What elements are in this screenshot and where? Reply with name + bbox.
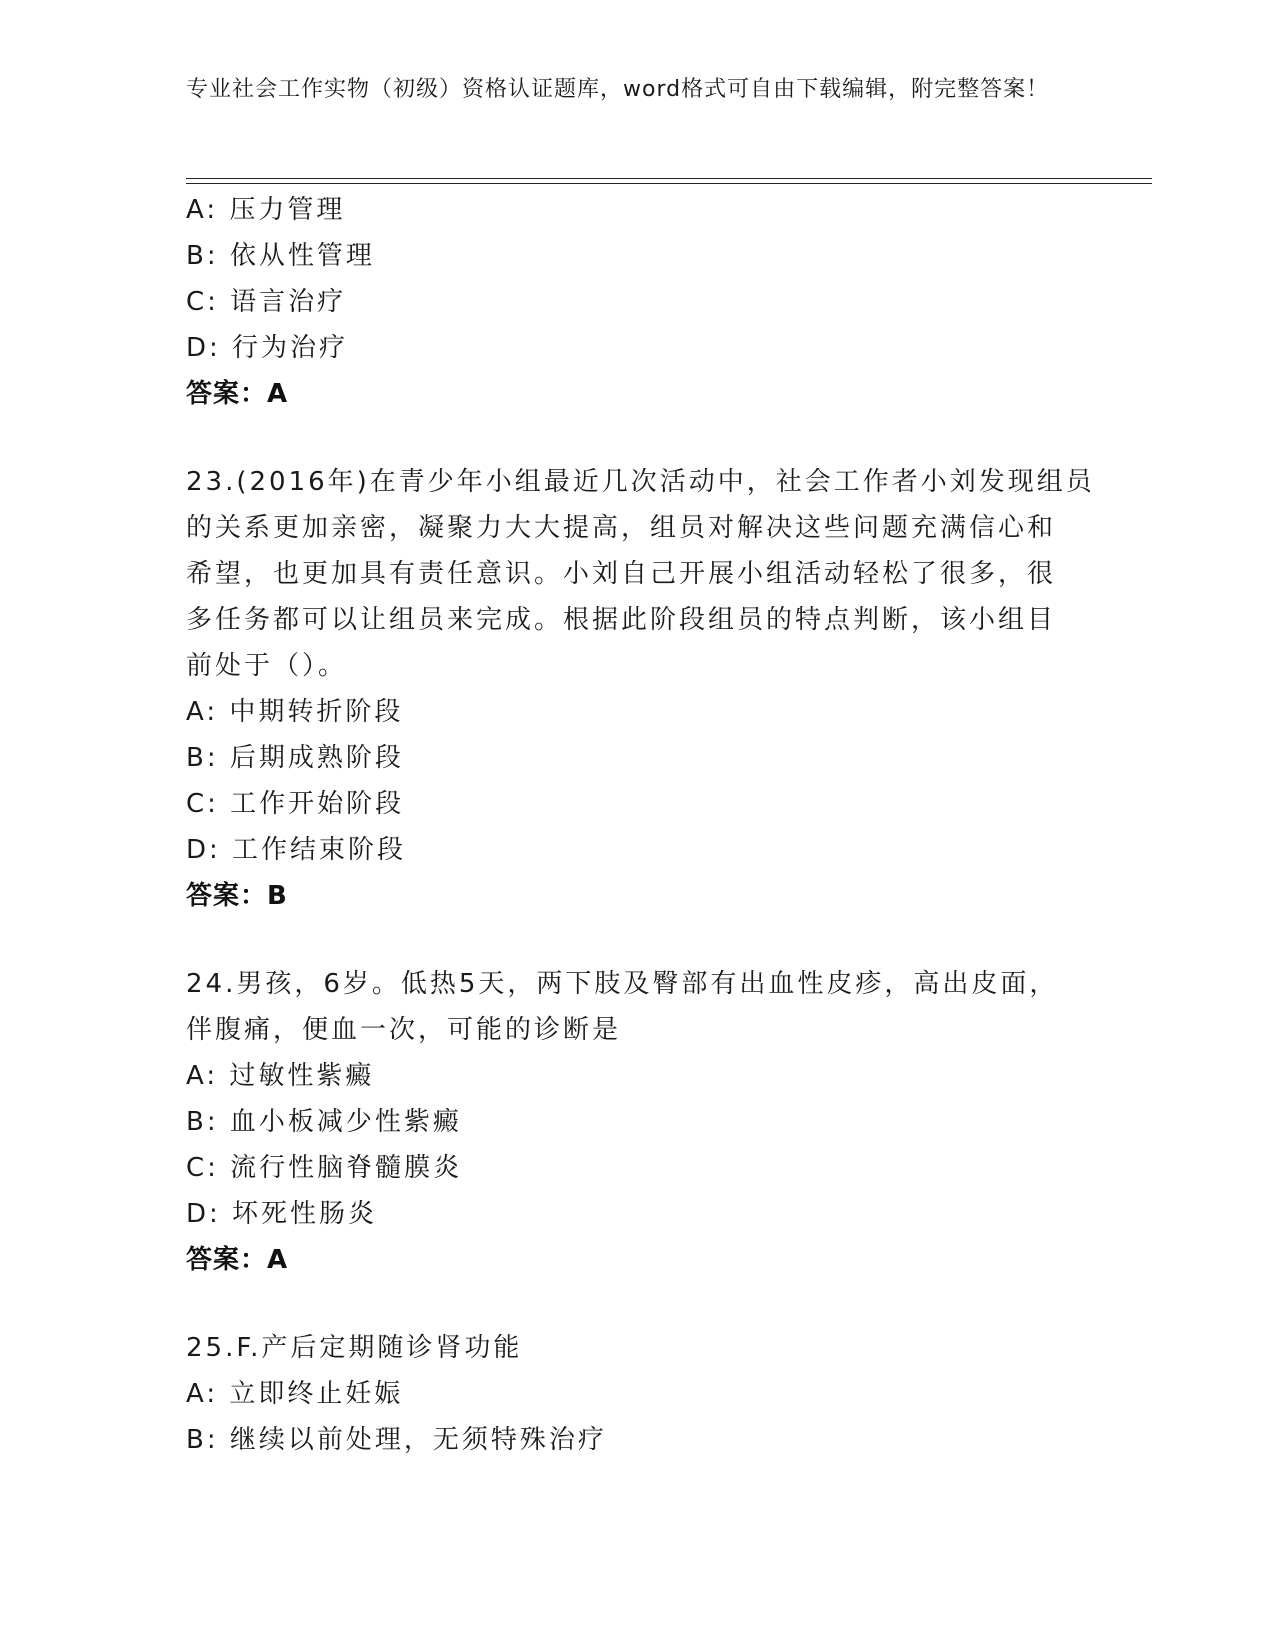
question-content	[186, 187, 1095, 1463]
option-d: D: 工作结束阶段	[186, 835, 407, 865]
question-22	[186, 187, 1086, 417]
spacer	[186, 919, 1086, 961]
question-text-line: 24.男孩，6岁。低热5天，两下肢及臀部有出血性皮疹，高出皮面，	[186, 969, 1059, 999]
question-25	[186, 1325, 1086, 1463]
header-rule-top	[186, 178, 1152, 179]
answer-label: 答案：A	[186, 1245, 289, 1275]
option-a: A: 中期转折阶段	[186, 697, 404, 727]
answer-label: 答案：B	[186, 881, 288, 911]
spacer	[186, 417, 1086, 459]
option-a: A: 立即终止妊娠	[186, 1379, 404, 1409]
question-text-line: 前处于（）。	[186, 651, 348, 681]
question-text-line: 23.(2016年)在青少年小组最近几次活动中，社会工作者小刘发现组员	[186, 467, 1095, 497]
question-text-line: 希望，也更加具有责任意识。小刘自己开展小组活动轻松了很多，很	[186, 559, 1057, 589]
option-d: D: 坏死性肠炎	[186, 1199, 378, 1229]
header-rule-bottom	[186, 183, 1152, 184]
option-d: D: 行为治疗	[186, 333, 349, 363]
option-b: B: 后期成熟阶段	[186, 743, 404, 773]
question-text-line: 25.F.产后定期随诊肾功能	[186, 1333, 523, 1363]
option-a: A: 压力管理	[186, 195, 346, 225]
option-c: C: 流行性脑脊髓膜炎	[186, 1153, 463, 1183]
question-24	[186, 961, 1086, 1283]
answer-label: 答案：A	[186, 379, 289, 409]
question-text-line: 多任务都可以让组员来完成。根据此阶段组员的特点判断，该小组目	[186, 605, 1057, 635]
option-c: C: 语言治疗	[186, 287, 347, 317]
question-text-line: 的关系更加亲密，凝聚力大大提高，组员对解决这些问题充满信心和	[186, 513, 1057, 543]
option-a: A: 过敏性紫癜	[186, 1061, 375, 1091]
option-b: B: 继续以前处理，无须特殊治疗	[186, 1425, 607, 1455]
option-c: C: 工作开始阶段	[186, 789, 405, 819]
spacer	[186, 1283, 1086, 1325]
question-text-line: 伴腹痛，便血一次，可能的诊断是	[186, 1015, 622, 1045]
document-header: 专业社会工作实物（初级）资格认证题库，word格式可自由下载编辑，附完整答案！	[186, 77, 1050, 102]
question-23	[186, 459, 1095, 919]
option-b: B: 依从性管理	[186, 241, 375, 271]
option-b: B: 血小板减少性紫癜	[186, 1107, 462, 1137]
